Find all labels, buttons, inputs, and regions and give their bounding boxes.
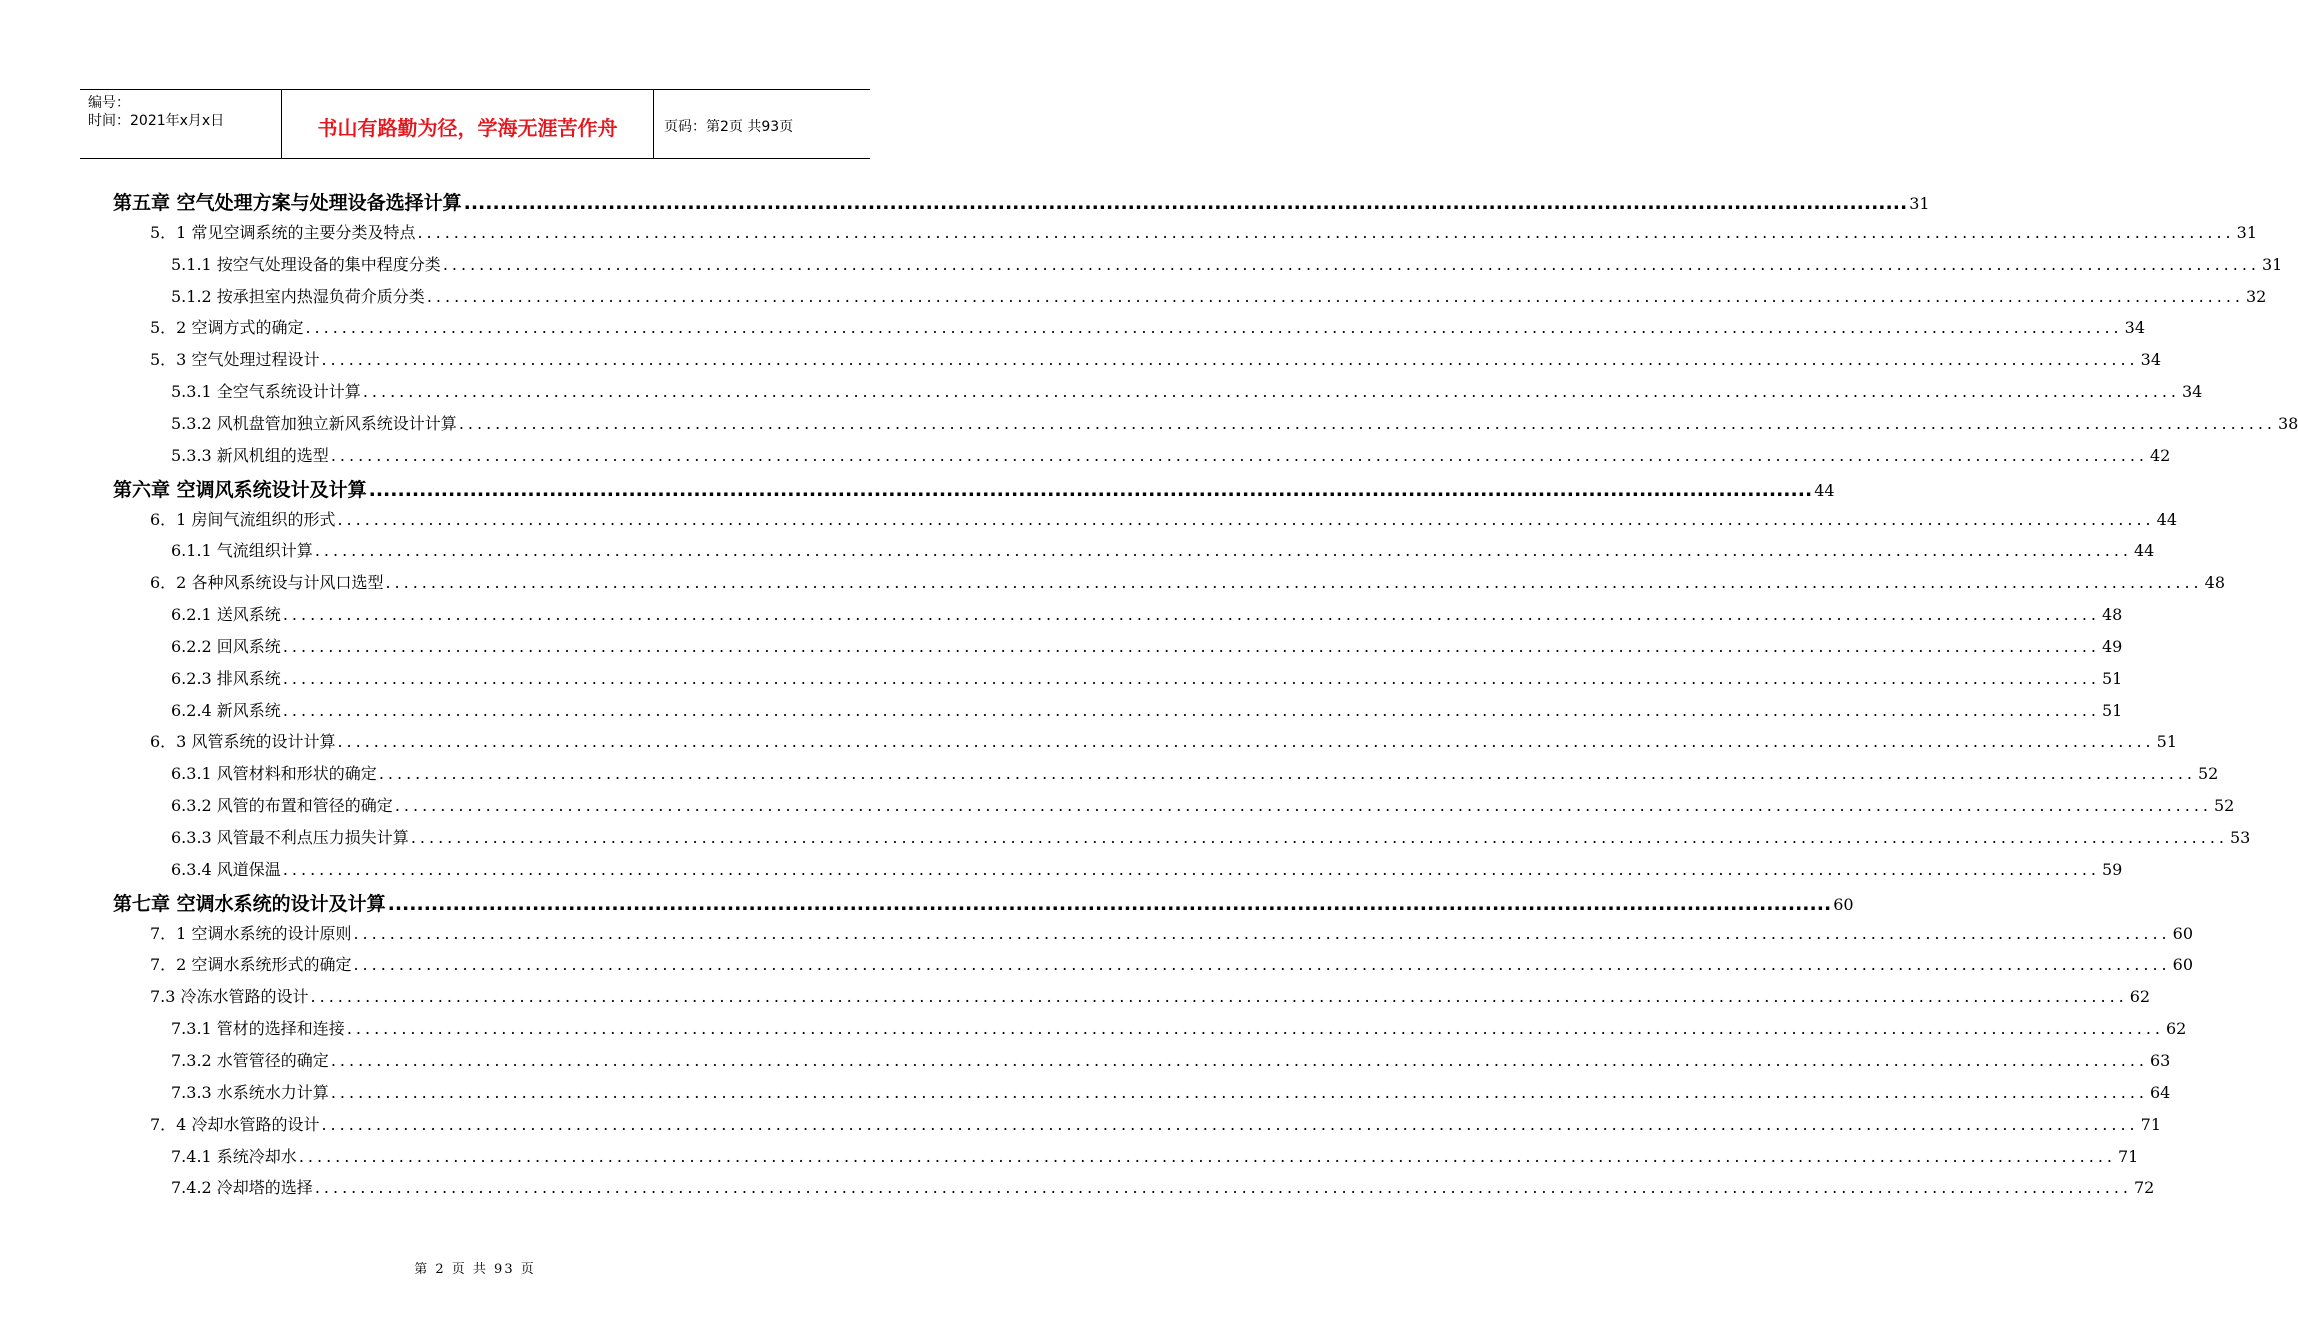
date-label: 时间：2021年x月x日	[88, 113, 225, 129]
toc-entry-page: 72	[2134, 1178, 2155, 1198]
toc-entry-label: 6．3 风管系统的设计计算	[150, 732, 336, 752]
toc-entry-label: 6.3.3 风管最不利点压力损失计算	[171, 828, 409, 847]
toc-leader-dots: ........................................................................................................................................................................................................	[298, 1146, 2116, 1166]
toc-entry-label: 6.3.2 风管的布置和管径的确定	[171, 796, 393, 816]
toc-entry[interactable]	[171, 634, 2123, 657]
toc-entry-label: 6.2.1 送风系统	[171, 605, 281, 625]
toc-entry-label: 7．1 空调水系统的设计原则	[150, 923, 352, 943]
toc-entry-page: 52	[2198, 764, 2219, 784]
toc-entry-page: 31	[2236, 222, 2257, 242]
toc-entry[interactable]	[171, 411, 2298, 434]
toc-entry-label: 6.2.3 排风系统	[171, 668, 281, 688]
page-header	[80, 89, 870, 159]
toc-entry-page: 71	[2118, 1146, 2139, 1166]
toc-entry-label: 5.3.2 风机盘管加独立新风系统设计计算	[171, 413, 457, 433]
toc-leader-dots: ........................................................................................................................................................................................................	[362, 382, 2180, 402]
toc-leader-dots: ........................................................................................................................................................................................................	[337, 732, 2155, 752]
header-meta	[80, 90, 282, 158]
toc-entry-page: 42	[2150, 445, 2171, 465]
toc-entry[interactable]	[150, 315, 2145, 338]
toc-entry-page: 62	[2129, 987, 2151, 1007]
toc-entry[interactable]	[113, 889, 1854, 916]
toc-entry-page: 44	[2156, 509, 2177, 529]
toc-entry[interactable]	[171, 252, 2283, 275]
toc-entry-label: 7.3.2 水管管径的确定	[171, 1050, 329, 1070]
toc-entry-label: 6.3.1 风管材料和形状的确定	[171, 764, 377, 784]
toc-leader-dots: ........................................................................................................................................................................................................	[321, 1114, 2139, 1134]
toc-leader-dots: ........................................................................................................................................................................................................	[330, 445, 2148, 465]
toc-leader-dots: ........................................................................................................................................................................................................	[282, 636, 2100, 656]
toc-entry-label: 第五章 空气处理方案与处理设备选择计算	[113, 192, 462, 214]
toc-entry-page: 34	[2124, 318, 2145, 338]
toc-entry[interactable]	[171, 284, 2267, 307]
toc-entry-label: 6.2.2 回风系统	[171, 636, 281, 656]
toc-leader-dots: ........................................................................................................................................................................................................	[282, 605, 2100, 625]
toc-entry[interactable]	[150, 570, 2225, 593]
toc-entry-page: 48	[2204, 573, 2225, 593]
toc-entry-label: 6.1.1 气流组织计算	[171, 541, 313, 561]
toc-entry[interactable]	[113, 475, 1835, 502]
toc-leader-dots: ........................................................................................................................................................................................................	[330, 1082, 2148, 1102]
toc-entry[interactable]	[171, 698, 2123, 721]
toc-entry-page: 59	[2102, 859, 2123, 879]
toc-entry[interactable]	[171, 1048, 2171, 1071]
toc-leader-dots: ........................................................................................................................................................................................................	[310, 987, 2128, 1007]
toc-entry-page: 60	[2172, 923, 2193, 943]
toc-entry-page: 44	[2134, 541, 2155, 561]
toc-entry-page: 52	[2214, 796, 2235, 816]
toc-entry-page: 60	[2172, 955, 2193, 975]
toc-entry-page: 38	[2278, 413, 2298, 433]
toc-entry[interactable]	[171, 1175, 2155, 1198]
toc-leader-dots: ........................................................................................................................................................................................................	[330, 1050, 2148, 1070]
toc-leader-dots: ........................................................................................................................................................................................................	[387, 892, 1832, 915]
toc-entry-page: 49	[2102, 636, 2123, 656]
toc-entry[interactable]	[113, 188, 1930, 215]
toc-leader-dots: ........................................................................................................................................................................................................	[314, 541, 2132, 561]
toc-leader-dots: ........................................................................................................................................................................................................	[426, 286, 2244, 306]
toc-leader-dots: ........................................................................................................................................................................................................	[458, 413, 2276, 433]
toc-entry-page: 34	[2140, 350, 2161, 370]
toc-entry-label: 6.3.4 风道保温	[171, 859, 281, 879]
toc-entry-label: 7.4.2 冷却塔的选择	[171, 1178, 313, 1198]
toc-entry-page: 60	[1833, 894, 1854, 914]
toc-entry-label: 7．2 空调水系统形式的确定	[150, 955, 352, 975]
toc-leader-dots: ........................................................................................................................................................................................................	[305, 318, 2123, 338]
toc-entry-label: 5.1.1 按空气处理设备的集中程度分类	[171, 254, 441, 274]
toc-entry-page: 44	[1814, 480, 1835, 500]
toc-leader-dots: ........................................................................................................................................................................................................	[417, 222, 2235, 242]
toc-entry-page: 31	[1909, 194, 1930, 213]
toc-leader-dots: ........................................................................................................................................................................................................	[378, 764, 2196, 784]
toc-entry-label: 7.3.1 管材的选择和连接	[171, 1019, 345, 1039]
toc-leader-dots: ........................................................................................................................................................................................................	[282, 859, 2100, 879]
toc-entry[interactable]	[171, 379, 2203, 402]
toc-entry[interactable]	[150, 220, 2257, 243]
toc-entry-label: 6．1 房间气流组织的形式	[150, 509, 336, 529]
toc-entry[interactable]	[171, 1016, 2187, 1039]
toc-entry-page: 31	[2262, 254, 2283, 274]
toc-leader-dots: ........................................................................................................................................................................................................	[282, 700, 2100, 720]
toc-leader-dots: ........................................................................................................................................................................................................	[346, 1019, 2164, 1039]
toc-entry-page: 51	[2102, 668, 2123, 688]
number-label: 编号：	[88, 95, 130, 111]
toc-entry-page: 51	[2156, 732, 2177, 752]
toc-entry[interactable]	[150, 729, 2177, 752]
toc-entry[interactable]	[171, 793, 2235, 816]
toc-entry[interactable]	[171, 857, 2123, 880]
toc-entry[interactable]	[171, 538, 2155, 561]
toc-entry-page: 64	[2150, 1082, 2171, 1102]
toc-entry[interactable]	[171, 825, 2251, 848]
toc-leader-dots: ........................................................................................................................................................................................................	[353, 923, 2171, 943]
toc-entry[interactable]	[171, 602, 2123, 625]
toc-entry-label: 第六章 空调风系统设计及计算	[113, 478, 367, 501]
toc-entry[interactable]	[171, 443, 2171, 466]
toc-entry-page: 53	[2230, 828, 2251, 847]
toc-leader-dots: ........................................................................................................................................................................................................	[282, 668, 2100, 688]
toc-entry-page: 48	[2102, 605, 2123, 625]
toc-leader-dots: ........................................................................................................................................................................................................	[385, 573, 2203, 593]
toc-entry-label: 7.3 冷冻水管路的设计	[150, 987, 309, 1007]
toc-entry-label: 5．2 空调方式的确定	[150, 318, 304, 338]
toc-leader-dots: ........................................................................................................................................................................................................	[442, 254, 2260, 274]
toc-entry[interactable]	[171, 1080, 2171, 1103]
toc-entry[interactable]	[150, 1112, 2161, 1135]
header-motto: 书山有路勤为径，学海无涯苦作舟	[282, 90, 654, 158]
toc-entry-label: 5.3.1 全空气系统设计计算	[171, 382, 361, 402]
toc-entry-page: 51	[2102, 700, 2123, 720]
toc-entry[interactable]	[171, 761, 2219, 784]
toc-leader-dots: ........................................................................................................................................................................................................	[394, 796, 2212, 816]
toc-entry-page: 62	[2166, 1019, 2187, 1039]
toc-entry[interactable]	[171, 666, 2123, 689]
toc-entry-label: 7．4 冷却水管路的设计	[150, 1114, 320, 1134]
toc-leader-dots: ........................................................................................................................................................................................................	[410, 828, 2228, 847]
toc-entry[interactable]	[150, 507, 2177, 530]
toc-entry[interactable]	[150, 984, 2151, 1007]
toc-entry-label: 第七章 空调水系统的设计及计算	[113, 892, 386, 915]
toc-entry-page: 71	[2140, 1114, 2161, 1134]
toc-entry-label: 6．2 各种风系统设与计风口选型	[150, 573, 384, 593]
toc-entry-label: 7.3.3 水系统水力计算	[171, 1082, 329, 1102]
toc-leader-dots: ........................................................................................................................................................................................................	[463, 192, 1908, 214]
toc-leader-dots: ........................................................................................................................................................................................................	[337, 509, 2155, 529]
toc-entry[interactable]	[150, 347, 2161, 370]
toc-entry-page: 32	[2246, 286, 2267, 306]
toc-entry[interactable]	[150, 952, 2193, 975]
toc-entry-label: 5.3.3 新风机组的选型	[171, 445, 329, 465]
header-page-info: 页码：第2页 共93页	[664, 119, 794, 135]
toc-entry-label: 5.1.2 按承担室内热湿负荷介质分类	[171, 286, 425, 306]
toc-entry-label: 6.2.4 新风系统	[171, 700, 281, 720]
toc-leader-dots: ........................................................................................................................................................................................................	[321, 350, 2139, 370]
toc-leader-dots: ........................................................................................................................................................................................................	[368, 478, 1813, 501]
toc-entry-label: 5．1 常见空调系统的主要分类及特点	[150, 222, 416, 242]
toc-entry-page: 63	[2150, 1050, 2171, 1070]
toc-entry-label: 5．3 空气处理过程设计	[150, 350, 320, 370]
toc-entry-label: 7.4.1 系统冷却水	[171, 1146, 297, 1166]
toc-entry-page: 34	[2182, 382, 2203, 402]
toc-leader-dots: ........................................................................................................................................................................................................	[314, 1178, 2132, 1198]
toc-leader-dots: ........................................................................................................................................................................................................	[353, 955, 2171, 975]
toc-entry[interactable]	[171, 1144, 2139, 1167]
page-footer: 第 2 页 共 93 页	[414, 1262, 536, 1277]
toc-entry[interactable]	[150, 921, 2193, 944]
